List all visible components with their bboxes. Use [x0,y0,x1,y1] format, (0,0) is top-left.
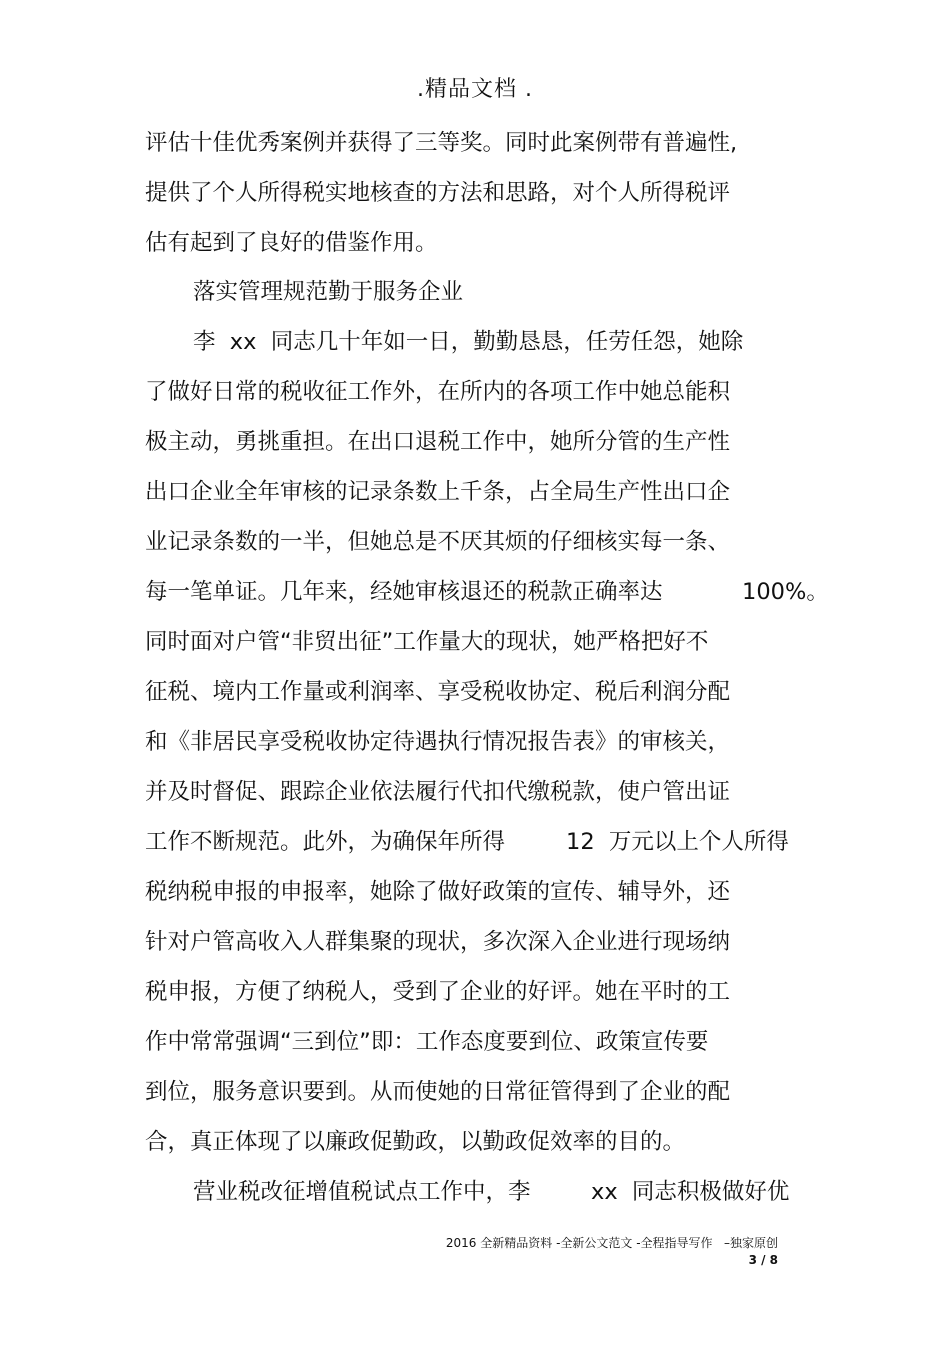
text-line: 业记录条数的一半，但她总是不厌其烦的仔细核实每一条、 [145,529,731,555]
text-line: 评估十佳优秀案例并获得了三等奖。同时此案例带有普遍性, [145,130,738,156]
text-line: 估有起到了良好的借鉴作用。 [145,230,438,256]
text-line: 和《非居民享受税收协定待遇执行情况报告表》的审核关， [145,729,731,755]
text-line: 并及时督促、跟踪企业依法履行代扣代缴税款，使户管出证 [145,779,731,805]
text-line: 营业税改征增值税试点工作中，李 [193,1179,531,1205]
text-line: 征税、境内工作量或利润率、享受税收协定、税后利润分配 [145,679,731,705]
text-line: 针对户管高收入人群集聚的现状，多次深入企业进行现场纳 [145,929,731,955]
page-footer: 2016 全新精品资料 -全新公文范文 -全程指导写作 –独家原创 [445,1236,778,1250]
text-line: 每一笔单证。几年来，经她审核退还的税款正确率达 [145,579,663,605]
section-heading: 落实管理规范勤于服务企业 [193,279,464,305]
page-header: .精品文档 . [417,77,533,102]
text-line: 出口企业全年审核的记录条数上千条，占全局生产性出口企 [145,479,731,505]
text-fragment: 100%。 [742,579,829,605]
text-line: 税申报，方便了纳税人，受到了企业的好评。她在平时的工 [145,979,731,1005]
text-line: 提供了个人所得税实地核查的方法和思路，对个人所得税评 [145,180,731,206]
text-line: 作中常常强调“三到位”即：工作态度要到位、政策宣传要 [145,1029,709,1055]
text-line: 工作不断规范。此外，为确保年所得 [145,829,506,855]
text-fragment: xx 同志积极做好优 [591,1179,790,1205]
text-line: 李 xx 同志几十年如一日，勤勤恳恳，任劳任怨，她除 [193,329,744,355]
text-line: 合，真正体现了以廉政促勤政，以勤政促效率的目的。 [145,1129,686,1155]
page-number: 3 / 8 [748,1253,778,1267]
text-fragment: 12 万元以上个人所得 [566,829,789,855]
text-line: 了做好日常的税收征工作外，在所内的各项工作中她总能积 [145,379,731,405]
text-line: 到位，服务意识要到。从而使她的日常征管得到了企业的配 [145,1079,731,1105]
text-line: 极主动，勇挑重担。在出口退税工作中，她所分管的生产性 [145,429,731,455]
text-line: 税纳税申报的申报率，她除了做好政策的宣传、辅导外，还 [145,879,731,905]
text-line: 同时面对户管“非贸出征”工作量大的现状，她严格把好不 [145,629,709,655]
